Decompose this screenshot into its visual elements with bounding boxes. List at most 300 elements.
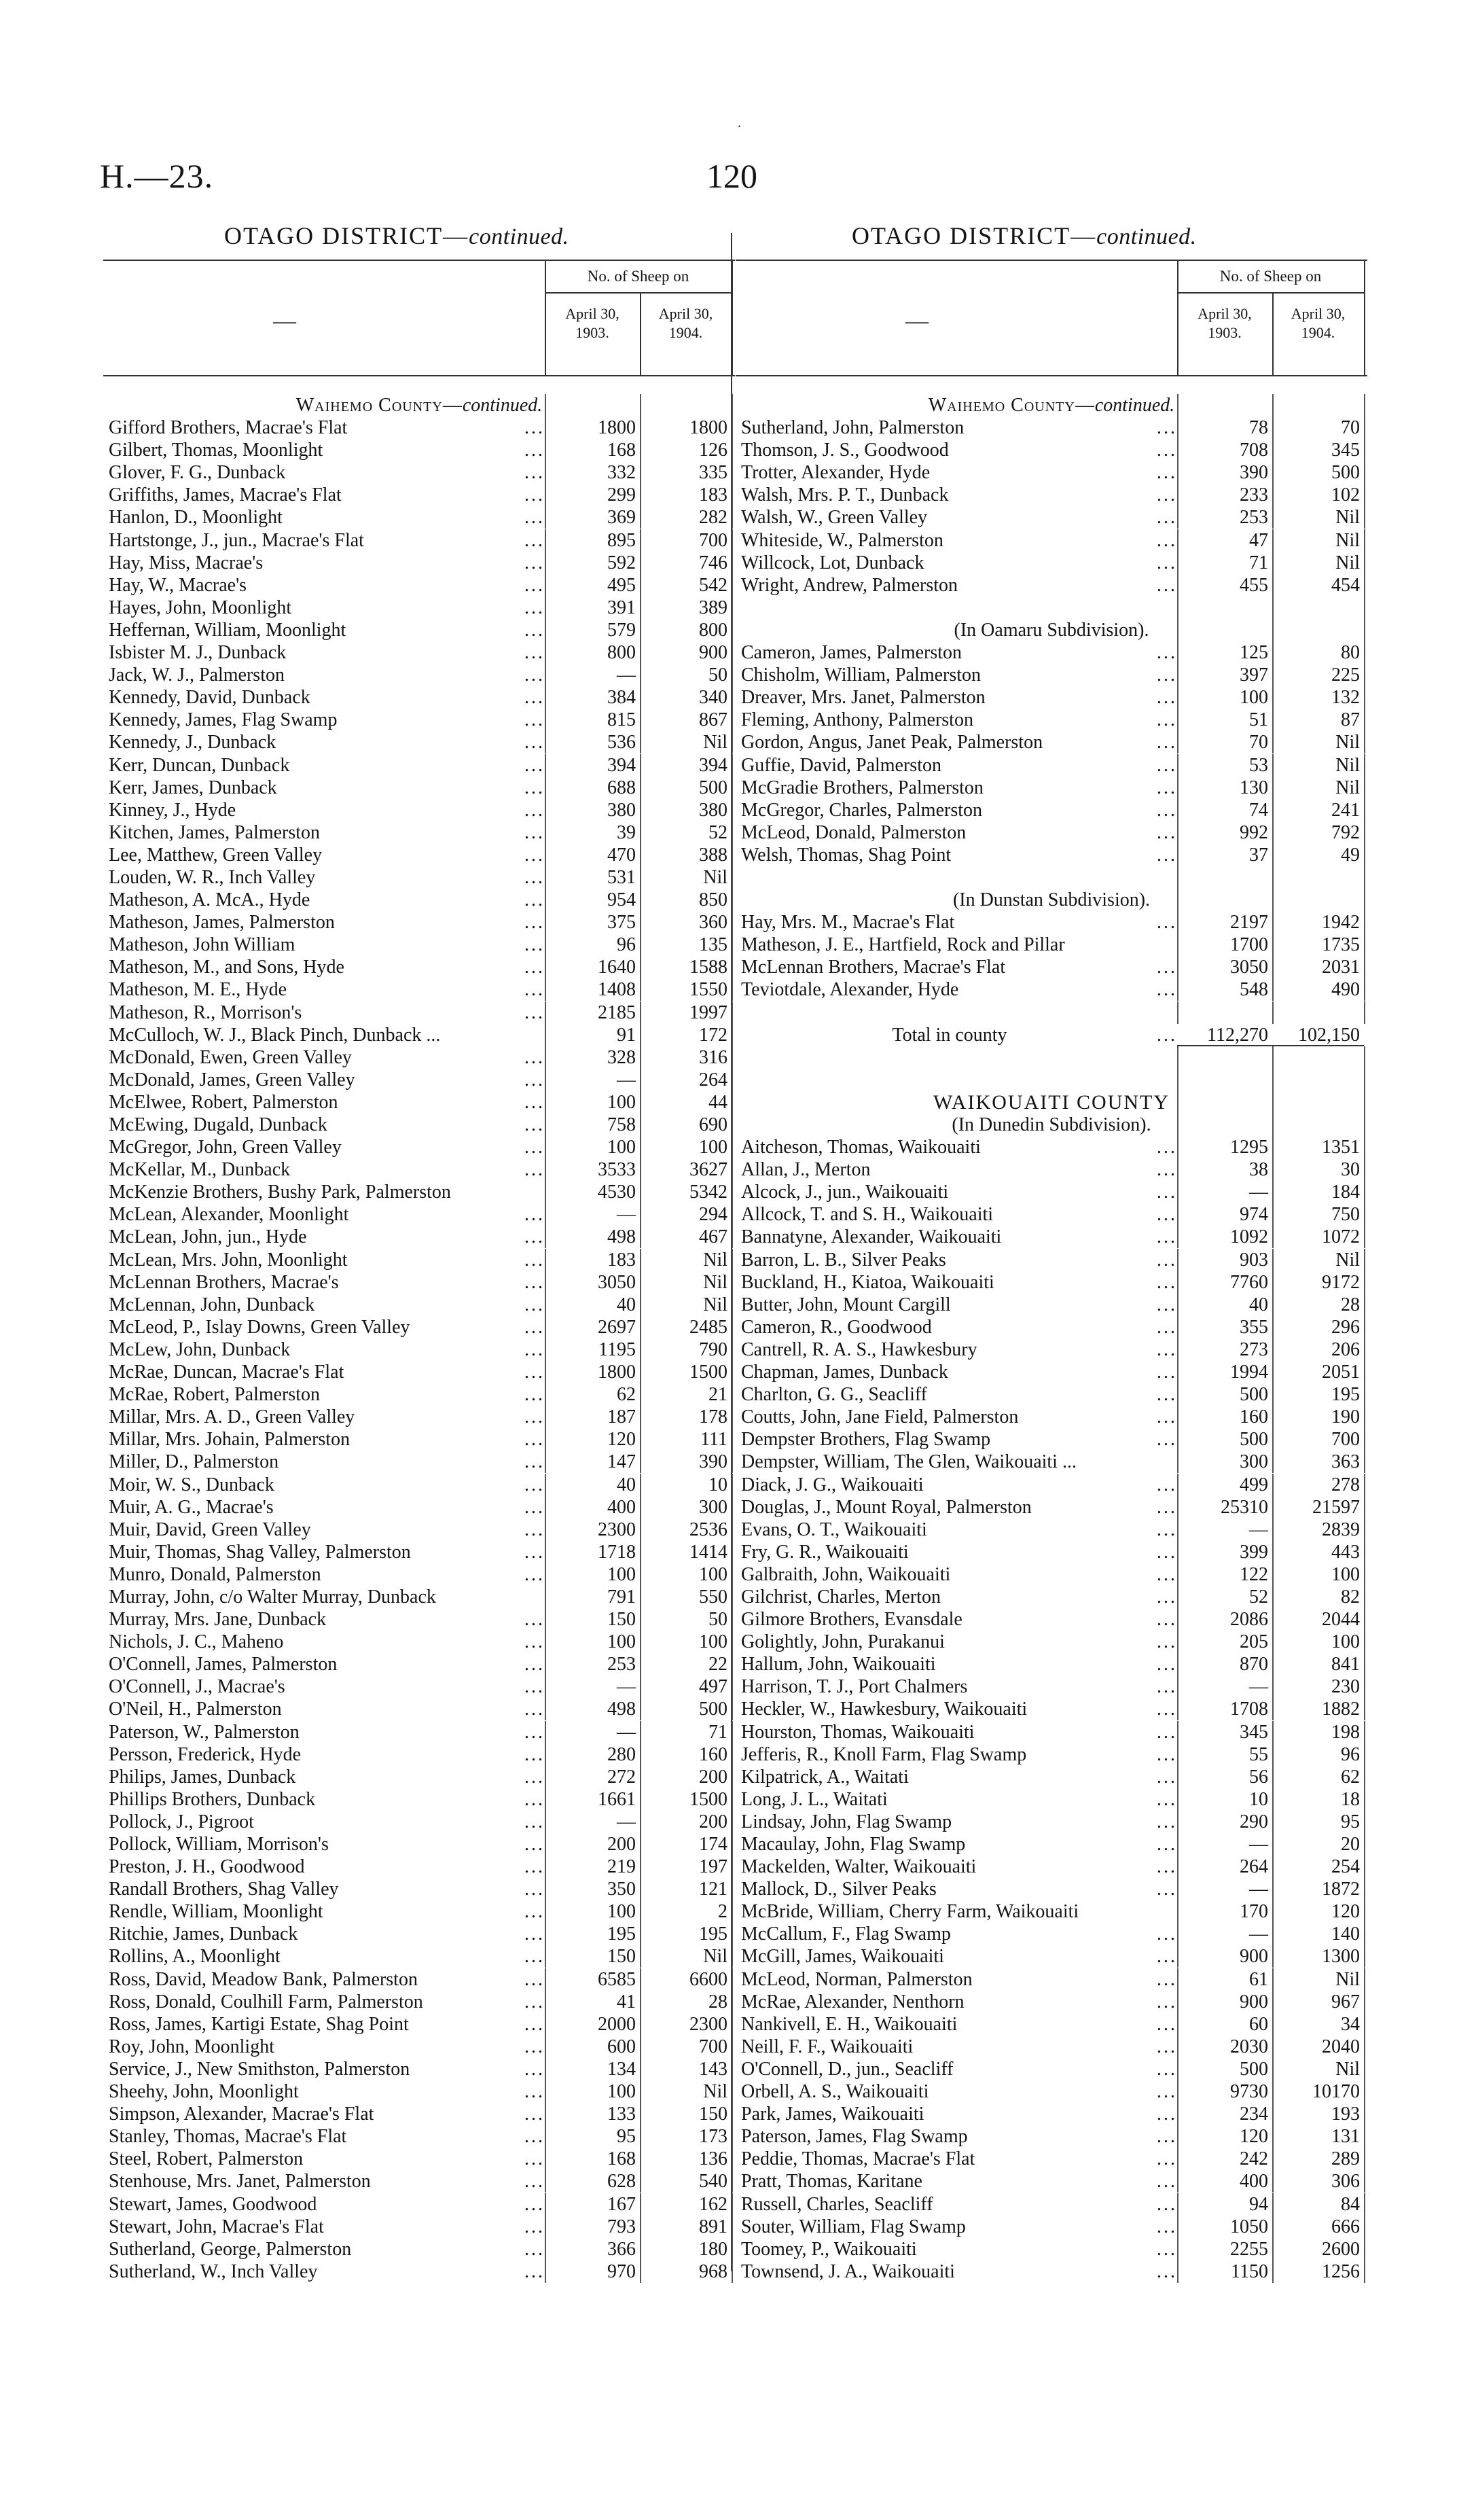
owner-name: Persson, Frederick, Hyde [109,1743,302,1765]
table-row [103,1675,735,1698]
column-rule [732,731,733,753]
sheep-1904: 18 [1341,1788,1360,1810]
column-rule [1272,1653,1274,1675]
column-rule [1364,754,1365,777]
sheep-1903: 253 [607,1654,636,1675]
dot-leader: ... [1157,1834,1177,1855]
column-rule [732,1316,733,1338]
column-rule [1177,1721,1178,1743]
sheep-1904: 1800 [689,417,727,439]
owner-name: Mallock, D., Silver Peaks [741,1879,937,1900]
column-rule [1272,1316,1274,1338]
sheep-1903: — [617,1676,636,1698]
dot-leader: ... [524,1946,545,1968]
sheep-1903: 183 [607,1249,636,1271]
sheep-1903: 345 [1240,1721,1268,1743]
sheep-1903: 187 [607,1406,636,1428]
dot-leader: ... [524,507,545,529]
sheep-1903: 3050 [598,1271,636,1293]
right-table-header [736,260,1367,376]
column-rule [1177,1991,1178,2013]
sheep-1903: 600 [607,2036,636,2057]
owner-name: McKellar, M., Dunback [109,1159,291,1181]
dot-leader: ... [1157,1879,1177,1900]
dot-leader: ... [1157,1631,1177,1653]
column-rule [640,2103,641,2125]
sheep-1904: 44 [708,1091,727,1113]
column-rule [1272,574,1274,597]
column-rule [545,1991,546,2013]
owner-name: Griffiths, James, Macrae's Flat [109,484,342,506]
column-rule [640,552,641,574]
sheep-1904: 2300 [689,2013,727,2035]
sheep-1903: 375 [607,912,636,934]
dot-leader: ... [1157,844,1177,866]
county-title: WAIKOUAITI COUNTY [933,1090,1170,1114]
left-col-1904-header [640,304,732,342]
column-rule [1364,1474,1365,1496]
dot-leader: ... [524,1384,545,1406]
table-row [736,1451,1367,1473]
sheep-1904: 160 [699,1743,727,1765]
sheep-1904: 2031 [1322,957,1360,978]
owner-name: Willcock, Lot, Dunback [741,552,924,573]
column-rule [1272,664,1274,686]
dot-leader: ... [524,957,545,978]
column-rule [640,416,641,439]
column-rule [1364,1294,1365,1316]
owner-name: Kennedy, James, Flag Swamp [109,709,338,731]
sheep-1904: 542 [699,574,727,596]
dot-leader: ... [524,799,545,821]
sheep-1903: 498 [607,1226,636,1248]
column-rule [1177,1968,1178,1991]
column-rule [1272,1586,1274,1608]
sheep-1904: 135 [699,934,727,956]
column-rule [1272,821,1274,844]
owner-name: Gilmore Brothers, Evansdale [741,1609,962,1631]
dot-leader: ... [524,1968,545,1990]
sheep-1903: 10 [1249,1788,1268,1810]
sheep-1903: 954 [607,889,636,911]
dot-leader: ... [524,1834,545,1855]
right-district-title [852,221,1197,250]
column-rule [732,506,733,529]
column-rule [1177,1451,1178,1473]
owner-name: Hartstonge, J., jun., Macrae's Flat [109,529,364,551]
column-rule [1272,1428,1274,1451]
column-rule [1177,1114,1178,1136]
owner-name: Buckland, H., Kiatoa, Waikouaiti [741,1271,994,1293]
table-row [736,1428,1367,1451]
column-rule [1177,1541,1178,1563]
sheep-1903: 1408 [598,979,636,1001]
column-rule [1272,2238,1274,2260]
dot-leader: ... [524,1091,545,1113]
column-rule [1364,1361,1365,1383]
table-row [736,2036,1367,2058]
table-row [736,1158,1367,1181]
table-row [103,1203,735,1226]
sheep-1903: 71 [1249,552,1268,573]
owner-name: Gilbert, Thomas, Moonlight [109,440,323,461]
blank-row [736,866,1367,889]
sheep-1903: 273 [1240,1338,1268,1360]
column-rule [1364,777,1365,799]
sheep-1903: — [617,1069,636,1090]
sheep-1903: 52 [1249,1586,1268,1608]
owner-name: Dempster Brothers, Flag Swamp [741,1429,991,1451]
sheep-1903: 1092 [1230,1226,1268,1248]
dot-leader: ... [524,1406,545,1428]
left-rule-3 [732,261,733,375]
sheep-1904: 1872 [1322,1879,1360,1900]
dot-leader: ... [524,2126,545,2148]
dot-leader: ... [524,1766,545,1788]
sheep-1903: 40 [617,1474,636,1495]
column-rule [1272,1519,1274,1541]
column-rule [1364,934,1365,956]
top-mark: . [738,116,741,130]
column-rule [1177,641,1178,664]
column-rule [1272,1608,1274,1631]
column-rule [1364,1069,1365,1091]
column-rule [1364,1383,1365,1406]
column-rule [545,506,546,529]
owner-name: Fry, G. R., Waikouaiti [741,1541,909,1563]
owner-name: Heckler, W., Hawkesbury, Waikouaiti [741,1699,1028,1720]
column-rule [545,844,546,866]
table-row [103,1878,735,1900]
sheep-1903: 100 [607,1563,636,1585]
sheep-1904: 136 [699,2148,727,2170]
column-rule [1177,1271,1178,1294]
column-rule [545,1743,546,1766]
sheep-1904: 195 [699,1923,727,1945]
table-row [736,709,1367,731]
column-rule [1272,597,1274,619]
owner-name: Simpson, Alexander, Macrae's Flat [109,2104,374,2125]
column-rule [640,1046,641,1069]
owner-name: Evans, O. T., Waikouaiti [741,1519,927,1540]
sheep-1903: 974 [1240,1204,1268,1226]
column-rule [1177,709,1178,731]
column-rule [1177,777,1178,799]
column-rule [640,2125,641,2148]
column-rule [1272,1631,1274,1653]
table-row [736,1563,1367,1586]
column-rule [1364,1563,1365,1586]
column-rule [732,1586,733,1608]
dot-leader: ... [1157,2216,1177,2237]
sheep-1904: 198 [1331,1721,1360,1743]
sheep-1904: 178 [699,1406,727,1428]
dot-leader: ... [524,1338,545,1360]
column-rule [732,1811,733,1833]
table-row [103,686,735,709]
column-rule [1364,2013,1365,2036]
table-row [103,506,735,529]
table-row [103,1923,735,1945]
column-rule [1177,574,1178,597]
dot-leader: ... [524,1069,545,1090]
column-rule [1272,956,1274,978]
column-rule [640,956,641,978]
dot-leader: ... [1157,957,1177,978]
column-rule [545,1788,546,1811]
owner-name: Hay, W., Macrae's [109,574,247,596]
sheep-1903: 1150 [1231,2260,1268,2282]
table-row [736,1968,1367,1991]
owner-name: Sutherland, George, Palmerston [109,2238,352,2260]
table-row [103,1001,735,1024]
sheep-1904: 132 [1331,687,1360,709]
sheep-1903: — [1249,1923,1268,1945]
column-rule [732,1474,733,1496]
column-rule [640,754,641,777]
table-row [736,439,1367,461]
sheep-1903: 120 [1240,2126,1268,2148]
table-row [103,2148,735,2170]
column-rule [1272,484,1274,506]
column-rule [640,529,641,552]
sheep-1904: 10170 [1312,2081,1360,2103]
sheep-1903: 7760 [1230,1271,1268,1293]
column-rule [545,1541,546,1563]
sheep-1903: 299 [607,484,636,506]
column-rule [1272,1136,1274,1158]
sheep-1904: 264 [699,1069,727,1090]
sheep-1903: — [1249,1676,1268,1698]
sheep-1904: 1997 [689,1001,727,1023]
column-rule [732,1675,733,1698]
sheep-1903: 1800 [598,417,636,439]
sheep-1904: 841 [1331,1654,1360,1675]
column-rule [545,2170,546,2193]
table-row [103,1114,735,1136]
column-rule [1177,2103,1178,2125]
column-rule [1177,1406,1178,1428]
sheep-1904: 296 [1331,1316,1360,1338]
column-rule [732,1743,733,1766]
sheep-1903: 400 [607,1496,636,1518]
column-rule [545,1945,546,1968]
dot-leader: ... [1157,1384,1177,1406]
column-rule [545,2216,546,2238]
column-rule [732,552,733,574]
dot-leader: ... [524,619,545,641]
column-rule [1364,821,1365,844]
sheep-1904: 71 [708,1721,727,1743]
sheep-1903: 800 [607,642,636,664]
column-rule [1272,529,1274,552]
column-rule [732,597,733,619]
table-row [103,2036,735,2058]
owner-name: Matheson, A. McA., Hyde [109,889,310,911]
column-rule [1364,1856,1365,1878]
sheep-1903: 94 [1249,2193,1268,2215]
column-rule [640,866,641,889]
column-rule [1272,552,1274,574]
sheep-1903: 95 [617,2126,636,2148]
sheep-1903: 40 [617,1294,636,1315]
sheep-1903: — [617,1811,636,1832]
owner-name: McRae, Robert, Palmerston [109,1384,321,1406]
column-rule [1364,1451,1365,1473]
column-rule [1177,1766,1178,1788]
sheep-1904: Nil [703,866,727,888]
column-rule [732,1788,733,1811]
sheep-1904: 100 [1331,1563,1360,1585]
column-rule [732,1856,733,1878]
sheep-1904: 316 [699,1046,727,1068]
sheep-1903: 41 [617,1991,636,2012]
sheep-1904: 891 [699,2216,727,2237]
table-row [736,731,1367,753]
column-rule [545,597,546,619]
column-rule [640,641,641,664]
column-rule [640,1203,641,1226]
left-sheep-header: No. of Sheep on [587,268,689,285]
owner-name: Toomey, P., Waikouaiti [741,2238,917,2260]
dot-leader: ... [1157,1968,1177,1990]
column-rule [1364,2080,1365,2103]
table-row [103,2193,735,2216]
owner-name: Whiteside, W., Palmerston [741,529,943,551]
sheep-1904: 193 [1331,2104,1360,2125]
column-rule [732,1046,733,1069]
sheep-1903: 791 [607,1586,636,1608]
sheep-1903: 2300 [598,1519,636,1540]
owner-name: Hourston, Thomas, Waikouaiti [741,1721,975,1743]
sheep-1903: 3533 [598,1159,636,1181]
dot-leader: ... [1157,799,1177,821]
table-row [103,978,735,1001]
column-rule [1272,1743,1274,1766]
sheep-1903: 233 [1240,484,1268,506]
dot-leader: ... [1157,1159,1177,1181]
column-rule [732,1069,733,1091]
dot-leader: ... [524,2148,545,2170]
owner-name: Kennedy, J., Dunback [109,732,276,753]
column-rule [545,686,546,709]
sheep-1904: 21 [708,1384,727,1406]
owner-name: Galbraith, John, Waikouaiti [741,1563,951,1585]
column-rule [1364,619,1365,641]
owner-name: Heffernan, William, Moonlight [109,619,346,641]
owner-name: Matheson, John William [109,934,295,956]
owner-name: McKenzie Brothers, Bushy Park, Palmerston [109,1182,451,1203]
column-rule [1177,1069,1178,1091]
column-rule [1272,731,1274,753]
column-rule [640,1788,641,1811]
owner-name: Sutherland, John, Palmerston [741,417,965,439]
sheep-1903: 870 [1240,1654,1268,1675]
sheep-1904: 2040 [1322,2036,1360,2057]
column-rule [1364,2260,1365,2283]
column-rule [545,1923,546,1945]
dot-leader: ... [1157,1294,1177,1315]
dot-leader: ... [524,462,545,484]
dot-leader: ... [1157,1699,1177,1720]
owner-name: Russell, Charles, Seacliff [741,2193,933,2215]
column-rule [640,1968,641,1991]
left-col-1903-header [545,304,640,342]
column-rule [640,1698,641,1720]
column-rule [732,1114,733,1136]
owner-name: Trotter, Alexander, Hyde [741,462,931,484]
dot-leader: ... [524,1519,545,1540]
column-rule [640,1653,641,1675]
dot-leader: ... [1157,1586,1177,1608]
column-rule [1364,2036,1365,2058]
sheep-1904: 380 [699,799,727,821]
sheep-1904: Nil [1335,1968,1360,1990]
dot-leader: ... [524,1046,545,1068]
table-row [103,1294,735,1316]
column-rule [732,1541,733,1563]
table-row [736,1675,1367,1698]
dot-leader: ... [524,2081,545,2103]
owner-name: Dempster, William, The Glen, Waikouaiti ... [741,1451,1077,1473]
sheep-1904: 140 [1331,1923,1360,1945]
column-rule [1364,1249,1365,1271]
sheep-1903: 332 [607,462,636,484]
column-rule [1177,1249,1178,1271]
dot-leader: ... [1157,1338,1177,1360]
sheep-1903: — [1249,1834,1268,1855]
column-rule [545,889,546,911]
owner-name: Cameron, R., Goodwood [741,1316,932,1338]
dot-leader: ... [524,754,545,776]
table-row [736,1271,1367,1294]
column-rule [640,1541,641,1563]
owner-name: Philips, James, Dunback [109,1766,296,1788]
sheep-1904: 62 [1341,1766,1360,1788]
column-rule [545,1136,546,1158]
sheep-1904: 173 [699,2126,727,2148]
owner-name: Hayes, John, Moonlight [109,597,292,618]
column-rule [545,1968,546,1991]
column-rule [545,1001,546,1024]
dot-leader: ... [524,1362,545,1383]
dot-leader: ... [1157,1788,1177,1810]
county-continued: continued. [462,395,543,416]
column-rule [1177,506,1178,529]
column-rule [1177,1788,1178,1811]
sheep-1904: 790 [699,1338,727,1360]
dot-leader: ... [524,2036,545,2057]
column-rule [732,1226,733,1248]
column-rule [732,2058,733,2080]
sheep-1904: 80 [1341,642,1360,664]
column-rule [1177,799,1178,821]
page-number: 120 [706,157,757,195]
column-rule [732,1406,733,1428]
dot-leader: ... [1157,1226,1177,1248]
column-rule [545,461,546,484]
dot-leader: ... [524,440,545,461]
total-1903: 112,270 [1207,1024,1268,1046]
column-rule [1272,1181,1274,1203]
dot-leader: ... [524,1294,545,1315]
sheep-1903: 2197 [1230,912,1268,934]
sheep-1903: 130 [1240,777,1268,798]
column-rule [1177,1923,1178,1945]
table-row [103,1069,735,1091]
sheep-1903: 369 [607,507,636,529]
column-rule [545,2036,546,2058]
